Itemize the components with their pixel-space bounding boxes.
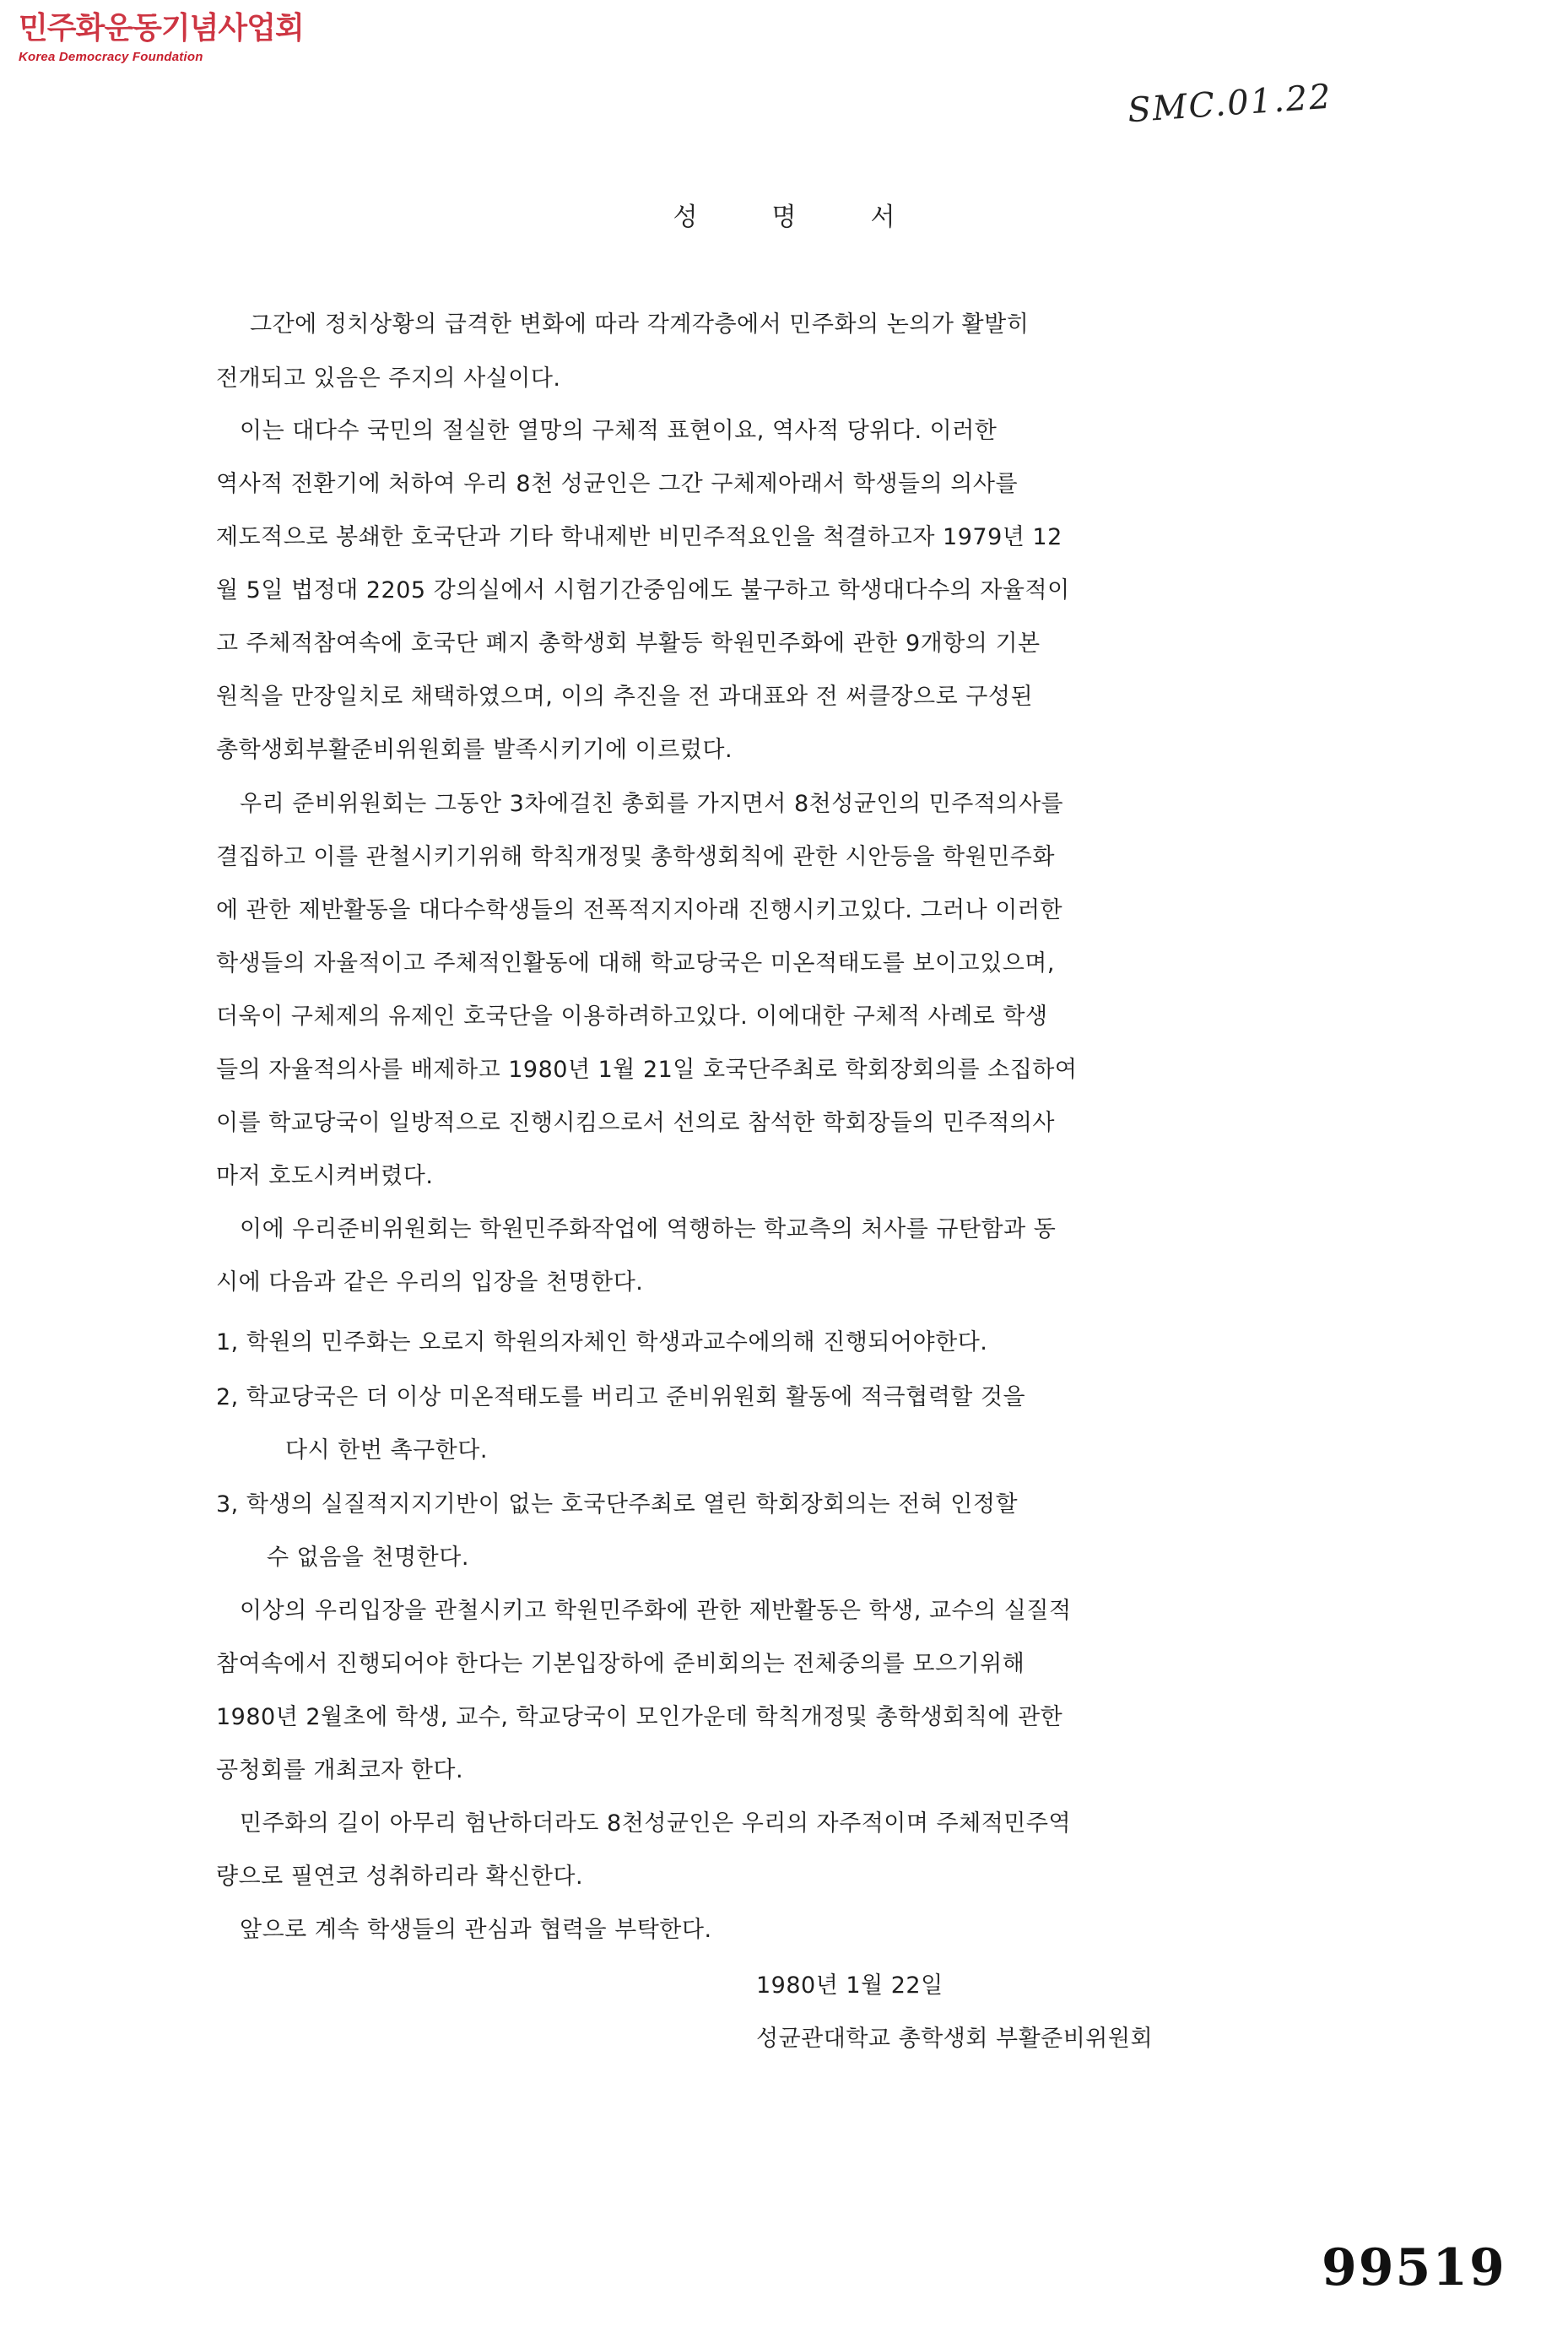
text-line: 원칙을 만장일치로 채택하였으며, 이의 추진을 전 과대표와 전 써클장으로 구성된 [216,684,1034,710]
numbered-item: 2, 학교당국은 더 이상 미온적태도를 버리고 준비위원회 활동에 적극협력할 것을 [216,1384,1026,1410]
text-line: 이에 우리준비위원회는 학원민주화작업에 역행하는 학교측의 처사를 규탄함과 동 [240,1216,1057,1242]
text-line: 1980년 2월초에 학생, 교수, 학교당국이 모인가운데 학칙개정및 총학생회칙에 관한 [216,1704,1063,1730]
numbered-item: 3, 학생의 실질적지지기반이 없는 호국단주최로 열린 학회장회의는 전혀 인정할 [216,1491,1019,1518]
text-line: 이는 대다수 국민의 절실한 열망의 구체적 표현이요, 역사적 당위다. 이러한 [240,418,998,444]
document-title: 성명서 [673,203,970,232]
numbered-item: 1, 학원의 민주화는 오로지 학원의자체인 학생과교수에의해 진행되어야한다. [216,1329,988,1355]
text-line: 전개되고 있음은 주지의 사실이다. [216,365,561,392]
text-line: 다시 한번 촉구한다. [285,1437,488,1464]
text-line: 이를 학교당국이 일방적으로 진행시킴으로서 선의로 참석한 학회장들의 민주적의사 [216,1110,1055,1136]
watermark-korean: 민주화운동기념사업회 [19,11,304,46]
foundation-watermark [19,11,304,64]
text-line: 이상의 우리입장을 관철시키고 학원민주화에 관한 제반활동은 학생, 교수의 실질적 [240,1598,1072,1624]
text-line: 총학생회부활준비위원회를 발족시키기에 이르렀다. [216,737,733,763]
archive-mark-top: SMC.01.22 [1126,77,1334,131]
text-line: 학생들의 자율적이고 주체적인활동에 대해 학교당국은 미온적태도를 보이고있으며, [216,950,1055,977]
text-line: 마저 호도시켜버렸다. [216,1163,434,1189]
text-line: 민주화의 길이 아무리 험난하더라도 8천성균인은 우리의 자주적이며 주체적민주역 [240,1810,1072,1837]
text-line: 들의 자율적의사를 배제하고 1980년 1월 21일 호국단주최로 학회장회의를 소집하여 [216,1057,1078,1083]
text-line: 시에 다음과 같은 우리의 입장을 천명한다. [216,1269,644,1296]
text-line: 결집하고 이를 관철시키기위해 학칙개정및 총학생회칙에 관한 시안등을 학원민주화 [216,844,1055,870]
text-line: 역사적 전환기에 처하여 우리 8천 성균인은 그간 구체제아래서 학생들의 의사를 [216,471,1019,497]
text-line: 수 없음을 천명한다. [267,1545,469,1571]
text-line: 앞으로 계속 학생들의 관심과 협력을 부탁한다. [240,1917,712,1943]
text-line: 우리 준비위원회는 그동안 3차에걸친 총회를 가지면서 8천성균인의 민주적의사를 [240,791,1064,817]
watermark-english: Korea Democracy Foundation [19,50,203,64]
text-line: 에 관한 제반활동을 대다수학생들의 전폭적지지아래 진행시키고있다. 그러나 이러한 [216,897,1063,923]
archive-number-bottom: 99519 [1322,2238,1506,2297]
text-line: 량으로 필연코 성취하리라 확신한다. [216,1864,584,1890]
text-line: 공청회를 개최코자 한다. [216,1757,464,1783]
text-line: 제도적으로 봉쇄한 호국단과 기타 학내제반 비민주적요인을 척결하고자 1979년 12 [216,524,1062,550]
text-line: 그간에 정치상황의 급격한 변화에 따라 각계각층에서 민주화의 논의가 활발히 [250,311,1030,338]
text-line: 월 5일 법정대 2205 강의실에서 시험기간중임에도 불구하고 학생대다수의 자율적이 [216,577,1070,603]
text-line: 참여속에서 진행되어야 한다는 기본입장하에 준비회의는 전체중의를 모으기위해 [216,1651,1025,1677]
text-line: 더욱이 구체제의 유제인 호국단을 이용하려하고있다. 이에대한 구체적 사례로 학생 [216,1004,1048,1030]
document-signature: 성균관대학교 총학생회 부활준비위원회 [756,2026,1154,2052]
text-line: 고 주체적참여속에 호국단 폐지 총학생회 부활등 학원민주화에 관한 9개항의 기본 [216,630,1041,657]
document-date: 1980년 1월 22일 [756,1972,944,1999]
